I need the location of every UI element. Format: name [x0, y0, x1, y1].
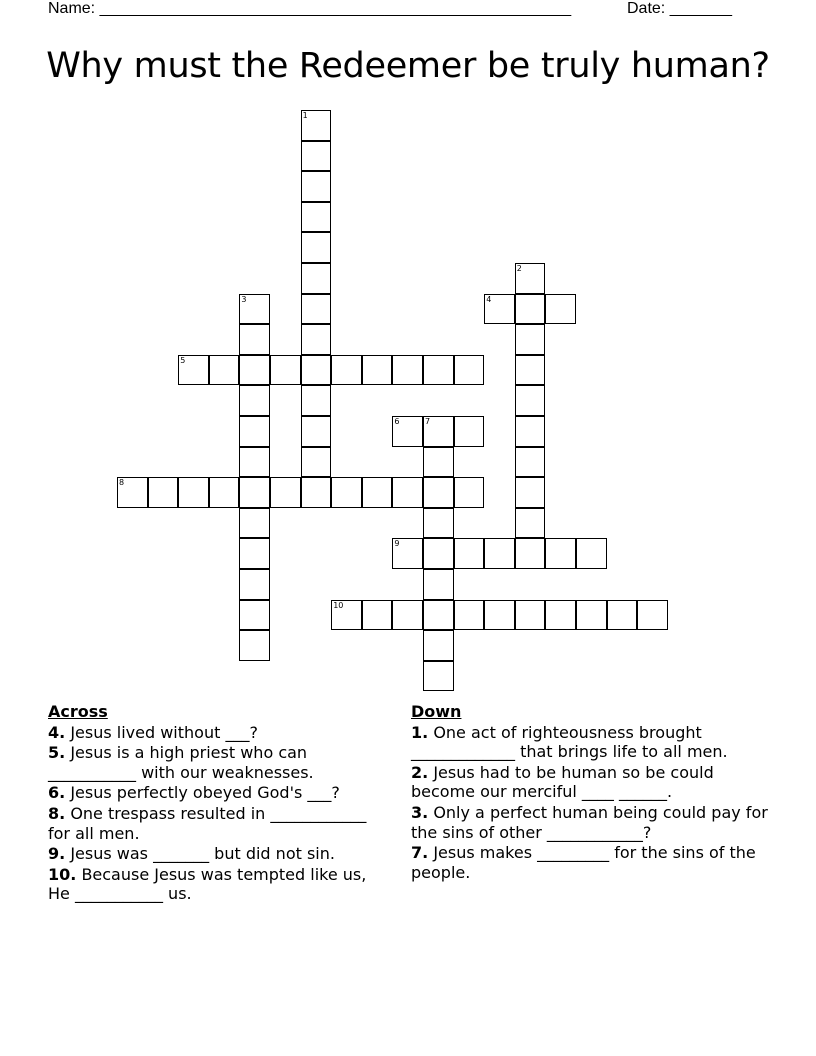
grid-cell[interactable]	[515, 508, 546, 539]
grid-cell[interactable]	[576, 600, 607, 631]
grid-cell[interactable]	[301, 416, 332, 447]
clue-number: 1	[302, 111, 308, 120]
grid-cell[interactable]	[301, 324, 332, 355]
grid-cell[interactable]	[362, 355, 393, 386]
down-heading: Down	[411, 702, 462, 721]
grid-cell[interactable]	[545, 294, 576, 325]
clue-number: 10	[333, 600, 344, 610]
grid-cell[interactable]	[515, 600, 546, 631]
grid-cell[interactable]	[454, 538, 485, 569]
grid-cell[interactable]	[239, 538, 270, 569]
grid-cell[interactable]	[423, 569, 454, 600]
clue-number: 7	[425, 417, 431, 426]
clue-number: 4	[486, 294, 492, 304]
grid-cell[interactable]	[423, 661, 454, 692]
grid-cell[interactable]	[515, 294, 546, 325]
grid-cell[interactable]	[515, 355, 546, 386]
grid-cell[interactable]	[301, 141, 332, 172]
grid-cell[interactable]	[515, 477, 546, 508]
clue-across-10: 10. Because Jesus was tempted like us, He ___________ us.	[48, 864, 367, 904]
grid-cell[interactable]	[301, 171, 332, 202]
grid-cell[interactable]	[515, 416, 546, 447]
grid-cell[interactable]	[148, 477, 179, 508]
grid-cell[interactable]	[423, 477, 454, 508]
grid-cell[interactable]	[301, 294, 332, 325]
clue-number: 5	[180, 355, 186, 365]
grid-cell[interactable]	[331, 355, 362, 386]
grid-cell[interactable]	[301, 110, 332, 141]
grid-cell[interactable]	[331, 477, 362, 508]
grid-cell[interactable]	[239, 600, 270, 631]
grid-cell[interactable]	[239, 630, 270, 661]
grid-cell[interactable]	[301, 263, 332, 294]
clue-down-2: 2. Jesus had to be human so be could become our merciful ____ ______.	[411, 762, 714, 802]
name-field[interactable]: Name: _____________________________________________________	[48, 0, 572, 17]
grid-cell[interactable]	[239, 477, 270, 508]
grid-cell[interactable]	[239, 447, 270, 478]
grid-cell[interactable]	[515, 324, 546, 355]
clue-number: 3	[241, 294, 247, 304]
clue-down-3: 3. Only a perfect human being could pay for the sins of other ____________?	[411, 802, 768, 842]
grid-cell[interactable]	[239, 355, 270, 386]
grid-cell[interactable]	[301, 477, 332, 508]
date-field[interactable]: Date: _______	[627, 0, 732, 17]
grid-cell[interactable]	[454, 355, 485, 386]
across-clues	[48, 702, 393, 905]
grid-cell[interactable]	[301, 202, 332, 233]
grid-cell[interactable]	[392, 477, 423, 508]
grid-cell[interactable]	[239, 294, 270, 325]
clue-across-4: 4. Jesus lived without ___?	[48, 722, 258, 742]
grid-cell[interactable]	[454, 600, 485, 631]
clue-number: 6	[394, 417, 400, 426]
grid-cell[interactable]	[392, 600, 423, 631]
grid-cell[interactable]	[239, 416, 270, 447]
grid-cell[interactable]	[209, 355, 240, 386]
grid-cell[interactable]	[239, 385, 270, 416]
grid-cell[interactable]	[484, 538, 515, 569]
page-title: Why must the Redeemer be truly human?	[46, 46, 770, 86]
clue-across-8: 8. One trespass resulted in ____________ for all men.	[48, 803, 367, 843]
grid-cell[interactable]	[607, 600, 638, 631]
grid-cell[interactable]	[331, 600, 362, 631]
grid-cell[interactable]	[301, 232, 332, 263]
grid-cell[interactable]	[515, 385, 546, 416]
grid-cell[interactable]	[178, 477, 209, 508]
clue-down-1: 1. One act of righteousness brought _____________ that brings life to all men.	[411, 722, 728, 762]
clue-across-6: 6. Jesus perfectly obeyed God's ___?	[48, 783, 340, 803]
grid-cell[interactable]	[423, 508, 454, 539]
grid-cell[interactable]	[484, 294, 515, 325]
grid-cell[interactable]	[423, 355, 454, 386]
grid-cell[interactable]	[515, 538, 546, 569]
grid-cell[interactable]	[423, 600, 454, 631]
grid-cell[interactable]	[362, 600, 393, 631]
grid-cell[interactable]	[362, 477, 393, 508]
down-clues	[411, 702, 771, 883]
grid-cell[interactable]	[423, 538, 454, 569]
clue-across-5: 5. Jesus is a high priest who can ___________ with our weaknesses.	[48, 743, 314, 782]
grid-cell[interactable]	[392, 538, 423, 569]
grid-cell[interactable]	[239, 569, 270, 600]
grid-cell[interactable]	[545, 600, 576, 631]
grid-cell[interactable]	[423, 447, 454, 478]
grid-cell[interactable]	[423, 416, 454, 447]
clue-number: 2	[516, 264, 522, 273]
grid-cell[interactable]	[178, 355, 209, 386]
grid-cell[interactable]	[270, 355, 301, 386]
across-heading: Across	[48, 702, 108, 721]
grid-cell[interactable]	[239, 508, 270, 539]
grid-cell[interactable]	[515, 263, 546, 294]
grid-cell[interactable]	[515, 447, 546, 478]
clue-down-7: 7. Jesus makes _________ for the sins of the people.	[411, 843, 756, 882]
grid-cell[interactable]	[637, 600, 668, 631]
grid-cell[interactable]	[301, 355, 332, 386]
grid-cell[interactable]	[392, 416, 423, 447]
grid-cell[interactable]	[239, 324, 270, 355]
grid-cell[interactable]	[576, 538, 607, 569]
grid-cell[interactable]	[545, 538, 576, 569]
clue-across-9: 9. Jesus was _______ but did not sin.	[48, 844, 335, 864]
grid-cell[interactable]	[270, 477, 301, 508]
grid-cell[interactable]	[454, 416, 485, 447]
clue-number: 8	[119, 478, 125, 488]
grid-cell[interactable]	[454, 477, 485, 508]
grid-cell[interactable]	[209, 477, 240, 508]
clue-number: 9	[394, 539, 400, 549]
grid-cell[interactable]	[392, 355, 423, 386]
grid-cell[interactable]	[301, 447, 332, 478]
grid-cell[interactable]	[301, 385, 332, 416]
grid-cell[interactable]	[117, 477, 148, 508]
grid-cell[interactable]	[484, 600, 515, 631]
grid-cell[interactable]	[423, 630, 454, 661]
